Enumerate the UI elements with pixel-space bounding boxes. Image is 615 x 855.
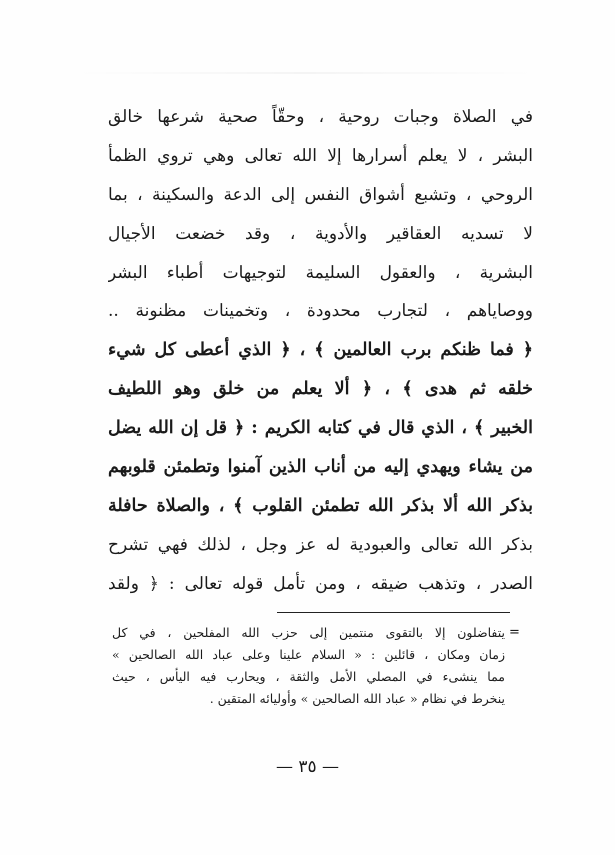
body-line: البشرية ، والعقول السليمة لتوجيهات أطباء البشر [108, 262, 533, 283]
footnote-separator [277, 612, 510, 613]
footnote-line: ينخرط في نظام « عباد الله الصالحين » وأوليائه المتقين . [209, 691, 505, 706]
footnote-continuation-marker: = [509, 625, 520, 640]
body-line: ووصاياهم ، لتجارب محدودة ، وتخمينات مظنونة .. [108, 301, 533, 322]
page-number: ٣٥ [298, 757, 317, 777]
footnote [112, 622, 505, 710]
quran-verse-line: ﴿ فما ظنكم برب العالمين ﴾ ، ﴿ الذي أعطى كل شيء [108, 340, 533, 361]
body-line: الروحي ، وتشبع أشواق النفس إلى الدعة والسكينة ، بما [108, 184, 533, 205]
page-number-block [0, 757, 615, 777]
body-line: لا تسديه العقاقير والأدوية ، وقد خضعت الأجيال [108, 223, 533, 244]
quran-verse-line: خلقه ثم هدى ﴾ ، ﴿ ألا يعلم من خلق وهو اللطيف [108, 379, 533, 400]
quran-verse-line: من يشاء ويهدي إليه من أناب الذين آمنوا وتطمئن قلوبهم [108, 457, 533, 478]
body-text [108, 98, 533, 604]
body-line: بذكر الله تعالى والعبودية له عز وجل ، لذلك فهي تشرح [108, 534, 533, 555]
footnote-line: يتفاضلون إلا بالتقوى منتمين إلى حزب الله المفلحين ، في كل [112, 625, 505, 640]
body-line: في الصلاة وجبات روحية ، وحقّاً صحية شرعها خالق [108, 107, 533, 127]
page-number-dash: — [322, 757, 340, 777]
body-line: البشر ، لا يعلم أسرارها إلا الله تعالى وهي تروي الظمأ [108, 145, 533, 166]
scan-artifact [70, 72, 540, 74]
quran-verse-line: بذكر الله ألا بذكر الله تطمئن القلوب ﴾ ، والصلاة حافلة [108, 495, 533, 516]
body-line: الصدر ، وتذهب ضيقه ، ومن تأمل قوله تعالى : ﴿ ولقد [108, 573, 533, 594]
footnote-line: مما ينشىء في المصلي الأمل والثقة ، ويحارب فيه اليأس ، حيث [112, 669, 505, 684]
footnote-line: زمان ومكان ، قائلين : « السلام علينا وعلى عباد الله الصالحين » [112, 647, 505, 662]
quran-verse-line: الخبير ﴾ ، الذي قال في كتابه الكريم : ﴿ قل إن الله يضل [108, 418, 533, 439]
page-number-dash: — [275, 757, 293, 777]
